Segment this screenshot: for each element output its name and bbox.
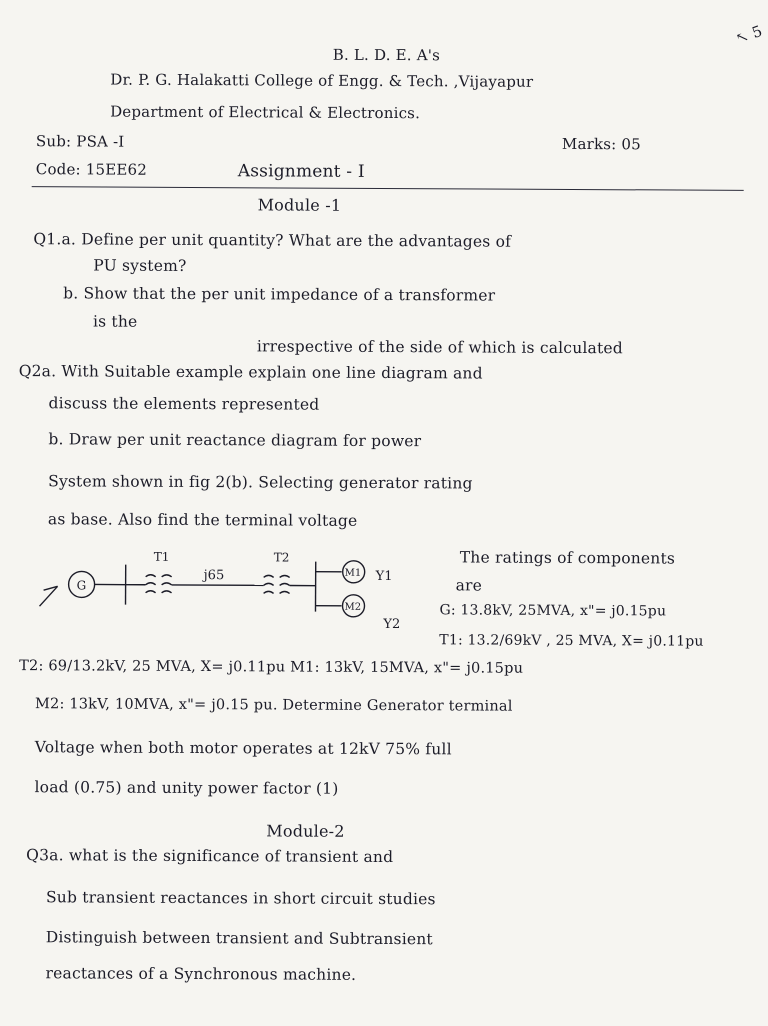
t2-label: T2 — [274, 550, 290, 564]
q2a-line2: discuss the elements represented — [49, 394, 320, 413]
marks-label: Marks: 05 — [562, 135, 641, 153]
q2b-line3: as base. Also find the terminal voltage — [48, 510, 358, 530]
header-rule — [32, 186, 744, 191]
load-line: load (0.75) and unity power factor (1) — [35, 778, 339, 798]
q1a-line2: PU system? — [93, 256, 186, 274]
transformer-t1-primary — [146, 575, 156, 593]
m2-label: M2 — [344, 602, 361, 613]
institution-name: B. L. D. E. A's — [2, 44, 768, 66]
voltage-line: Voltage when both motor operates at 12kV 75% full — [35, 738, 452, 758]
q3a-line1: Q3a. what is the significance of transient and — [26, 846, 393, 866]
q2b-line1: b. Draw per unit reactance diagram for power — [48, 430, 421, 450]
corner-mark: ↖ 5 — [733, 22, 764, 48]
t1-rating: T1: 13.2/69kV , 25 MVA, X= j0.11pu — [439, 632, 703, 649]
module1-title: Module -1 — [258, 195, 342, 214]
q3a-line4: reactances of a Synchronous machine. — [46, 964, 357, 984]
t2-m1-rating: T2: 69/13.2kV, 25 MVA, X= j0.11pu M1: 13kV, 15MVA, x"= j0.15pu — [19, 658, 523, 677]
y2-label: Y2 — [382, 617, 400, 632]
code-label: Code: 15EE62 — [36, 160, 147, 179]
one-line-diagram — [35, 546, 446, 648]
line-label: j65 — [202, 568, 225, 583]
ratings-line1: The ratings of components — [460, 548, 675, 567]
q1b-line2: is the — [93, 312, 138, 330]
g-rating: G: 13.8kV, 25MVA, x"= j0.15pu — [439, 602, 666, 619]
transformer-t1-secondary — [162, 575, 172, 593]
m1-label: M1 — [345, 568, 362, 579]
y1-label: Y1 — [375, 569, 393, 584]
generator-label: G — [77, 578, 87, 592]
q1a-line1: Q1.a. Define per unit quantity? What are the advantages of — [33, 230, 511, 251]
module2-title: Module-2 — [266, 821, 344, 840]
q1b-line1: b. Show that the per unit impedance of a transformer — [63, 284, 495, 304]
ratings-line2: are — [456, 576, 483, 594]
transformer-t2-secondary — [280, 575, 290, 593]
transformer-t2-primary — [264, 575, 274, 593]
m2-rating: M2: 13kV, 10MVA, x"= j0.15 pu. Determine Generator terminal — [35, 696, 513, 715]
q1b-line3: irrespective of the side of which is calculated — [257, 337, 623, 357]
q3a-line2: Sub transient reactances in short circuit studies — [46, 888, 436, 908]
college-name: Dr. P. G. Halakatti College of Engg. & Tech. ,Vijayapur — [110, 71, 533, 91]
assignment-title: Assignment - I — [238, 161, 365, 182]
q3a-line3: Distinguish between transient and Subtransient — [46, 928, 433, 948]
q2b-line2: System shown in fig 2(b). Selecting generator rating — [48, 472, 473, 492]
q2a-line1: Q2a. With Suitable example explain one line diagram and — [19, 362, 483, 382]
subject-label: Sub: PSA -I — [36, 132, 125, 150]
department-name: Department of Electrical & Electronics. — [110, 103, 420, 123]
t1-label: T1 — [154, 550, 170, 564]
